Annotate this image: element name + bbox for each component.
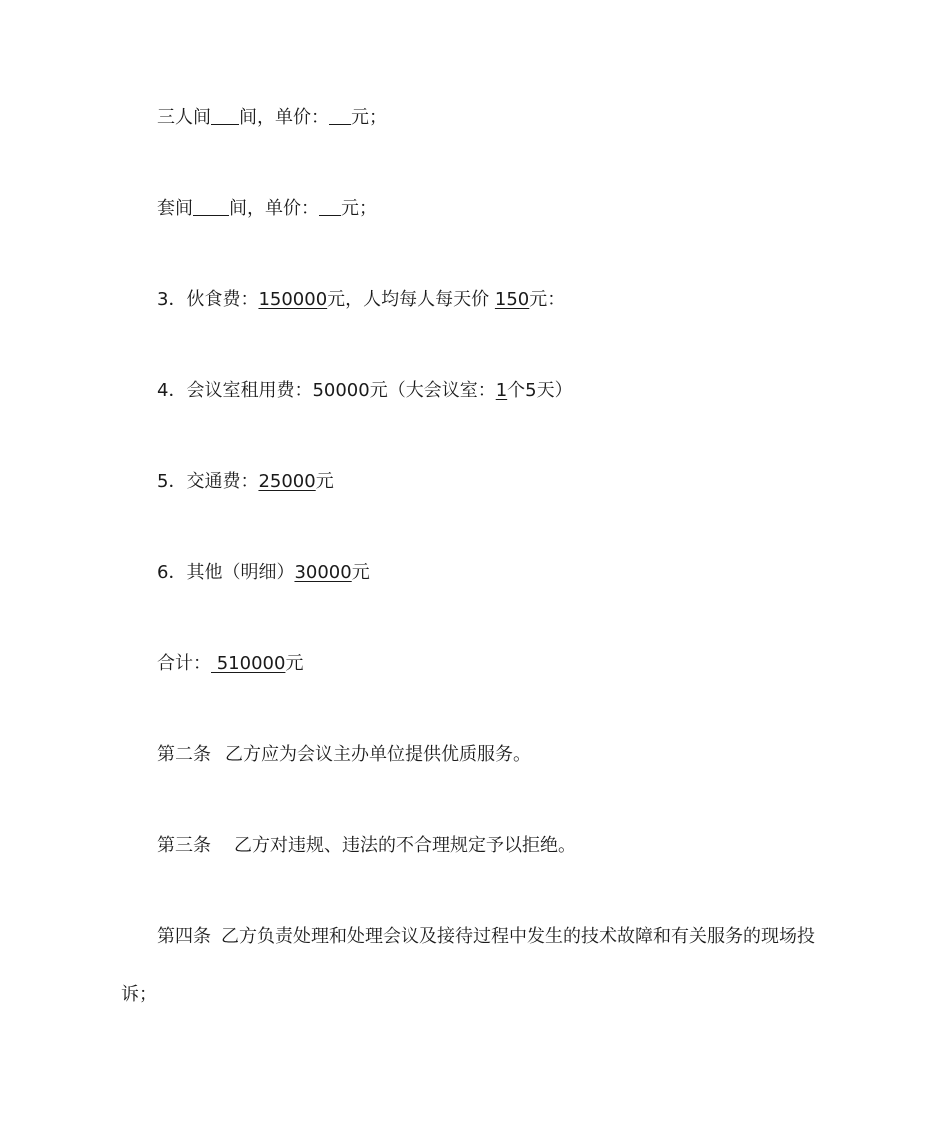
article-4-text: 乙方负责处理和处理会议及接待过程中发生的技术故障和有关服务的现场投 bbox=[221, 926, 815, 947]
other-cost-label: 6．其他（明细） bbox=[157, 562, 295, 583]
meeting-room-line bbox=[157, 379, 573, 403]
total-unit: 元 bbox=[285, 653, 304, 674]
food-cost-per-label: 元，人均每人每天价 bbox=[327, 289, 490, 310]
triple-room-price-blank bbox=[329, 106, 351, 125]
total-amount: 510000 bbox=[211, 653, 286, 674]
food-cost-per-amount: 150 bbox=[494, 289, 530, 310]
article-4-cont-text: 诉； bbox=[121, 984, 157, 1005]
other-cost-unit: 元 bbox=[351, 562, 370, 583]
article-3-text: 乙方对违规、违法的不合理规定予以拒绝。 bbox=[234, 835, 576, 856]
suite-unit: 元； bbox=[341, 198, 377, 219]
meeting-room-label: 4．会议室租用费：50000元（大会议室： bbox=[157, 380, 496, 401]
suite-line bbox=[157, 197, 377, 221]
triple-room-price-label: 间，单价： bbox=[239, 107, 329, 128]
article-3 bbox=[157, 834, 576, 858]
transport-unit: 元 bbox=[315, 471, 334, 492]
article-2-label: 第二条 bbox=[157, 744, 211, 765]
total-label: 合计： bbox=[157, 653, 211, 674]
article-4-label: 第四条 bbox=[157, 926, 211, 947]
article-3-label: 第三条 bbox=[157, 835, 211, 856]
other-cost-line bbox=[157, 561, 370, 585]
meeting-room-count: 1 bbox=[495, 380, 508, 401]
other-cost-amount: 30000 bbox=[294, 562, 352, 583]
article-2-text: 乙方应为会议主办单位提供优质服务。 bbox=[225, 744, 531, 765]
meeting-room-duration: 个5天） bbox=[507, 380, 573, 401]
article-4 bbox=[157, 925, 815, 949]
suite-label: 套间 bbox=[157, 198, 193, 219]
suite-count-blank bbox=[193, 197, 229, 216]
article-4-continuation bbox=[121, 983, 157, 1007]
total-line bbox=[157, 652, 303, 676]
transport-label: 5．交通费： bbox=[157, 471, 259, 492]
food-cost-amount: 150000 bbox=[258, 289, 328, 310]
transport-amount: 25000 bbox=[258, 471, 316, 492]
food-cost-line bbox=[157, 288, 565, 312]
transport-line bbox=[157, 470, 334, 494]
article-2 bbox=[157, 743, 531, 767]
suite-price-label: 间，单价： bbox=[229, 198, 319, 219]
triple-room-count-blank bbox=[211, 106, 239, 125]
triple-room-unit: 元； bbox=[351, 107, 387, 128]
food-cost-unit: 元： bbox=[529, 289, 566, 310]
triple-room-line bbox=[157, 106, 387, 130]
suite-price-blank bbox=[319, 197, 341, 216]
triple-room-label: 三人间 bbox=[157, 107, 211, 128]
food-cost-label: 3．伙食费： bbox=[157, 289, 259, 310]
